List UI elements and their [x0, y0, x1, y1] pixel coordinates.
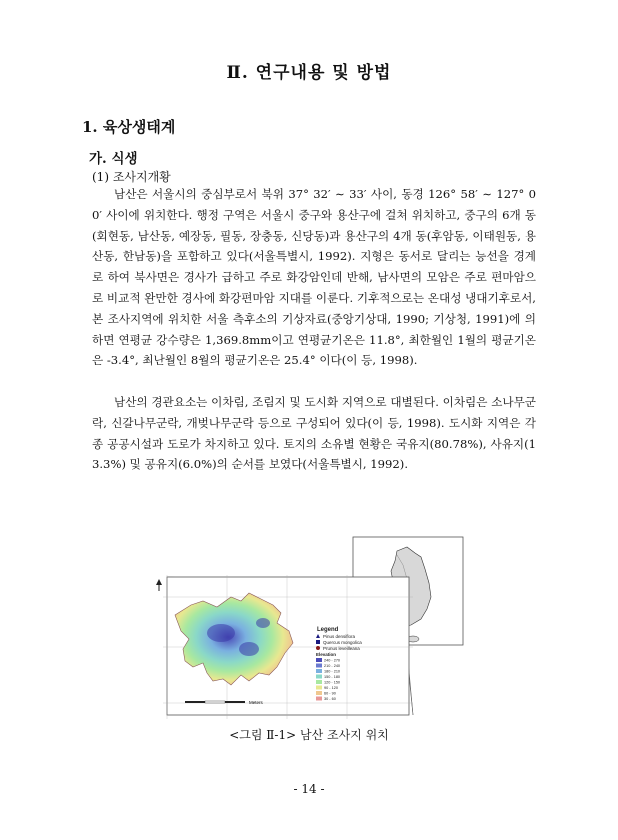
- page-number: - 14 -: [293, 782, 325, 796]
- legend-item-quercus: Quercus mongolica: [323, 640, 362, 645]
- legend-title: Legend: [317, 627, 339, 633]
- north-arrow-icon: [156, 579, 162, 585]
- elevation-class-label: 60 - 90: [324, 691, 336, 696]
- elevation-swatch: [316, 664, 322, 668]
- scale-unit: Meters: [249, 700, 263, 705]
- elevation-swatch: [316, 675, 322, 679]
- elevation-swatch: [316, 680, 322, 684]
- chapter-title: Ⅱ. 연구내용 및 방법: [226, 63, 392, 83]
- item-title: (1) 조사지개황: [92, 170, 171, 184]
- elevation-class-label: 30 - 60: [324, 697, 336, 702]
- paragraph-landscape-elements: 남산의 경관요소는 이차림, 조림지 및 도시화 지역으로 대별된다. 이차림은 소나무군락, 신갈나무군락, 개벚나무군락 등으로 구성되어 있다(이 등, 1998). 도시화 지역은 각종 공공시설과 도로가 차지하고 있다. 토지의 소유별 현황은 국유지(80.78%), 사유지(13.3%) 및 공유지(6.0%)의 순서를 보였다(서울특별시, 1992).: [92, 395, 536, 472]
- elevation-class-label: 180 - 210: [324, 669, 341, 674]
- quercus-marker-icon: [316, 640, 320, 644]
- legend-item-prunus: Prunus leveilleana: [323, 646, 360, 651]
- prunus-marker-icon: [316, 646, 320, 650]
- elevation-class-label: 210 - 240: [324, 664, 341, 669]
- elevation-class-label: 120 - 150: [324, 680, 341, 685]
- elevation-class-label: 240 - 270: [324, 658, 341, 663]
- figure-caption: <그림 Ⅱ-1> 남산 조사지 위치: [229, 728, 389, 742]
- elevation-swatch: [316, 697, 322, 701]
- subsection-title: 가. 식생: [89, 151, 138, 167]
- namsan-location-map: [145, 535, 465, 720]
- elevation-class-label: 150 - 180: [324, 675, 341, 680]
- map-figure: [145, 535, 465, 720]
- elevation-swatch: [316, 669, 322, 673]
- paragraph-site-overview: 남산은 서울시의 중심부로서 북위 37° 32′ ∼ 33′ 사이, 동경 126° 58′ ∼ 127° 00′ 사이에 위치한다. 행정 구역은 서울시 중구와 용산구에 걸쳐 위치하고, 중구의 6개 동(회현동, 남산동, 예장동, 필동, 장충동, 신당동)과 용산구의 4개 동(후암동, 이태원동, 용산동, 한남동)을 포함하고 있다(서울특별시, 1992). 지형은 동서로 달리는 능선을 경계로 하여 북사면은 경사가 급하고 주로 화강암인데 반해, 남사면의 모암은 주로 편마암으로 비교적 완만한 경사에 화강편마암 지대를 이룬다. 기후적으로는 온대성 냉대기후로서, 본 조사지역에 위치한 서울 측후소의 기상자료(중앙기상대, 1990; 기상청, 1991)에 의하면 연평균 강수량은 1,369.8mm이고 연평균기온은 11.8°, 최한월인 1월의 평균기온은 -3.4°, 최난월인 8월의 평균기온은 25.4° 이다(이 등, 1998).: [92, 187, 536, 368]
- elevation-swatch: [316, 686, 322, 690]
- elevation-class-label: 90 - 120: [324, 686, 338, 691]
- elevation-swatch: [316, 691, 322, 695]
- elevation-swatch: [316, 658, 322, 662]
- legend-item-pinus: Pinus densiflora: [323, 634, 356, 639]
- section-title: 1. 육상생태계: [82, 118, 176, 136]
- elevation-label: Elevation: [316, 652, 337, 657]
